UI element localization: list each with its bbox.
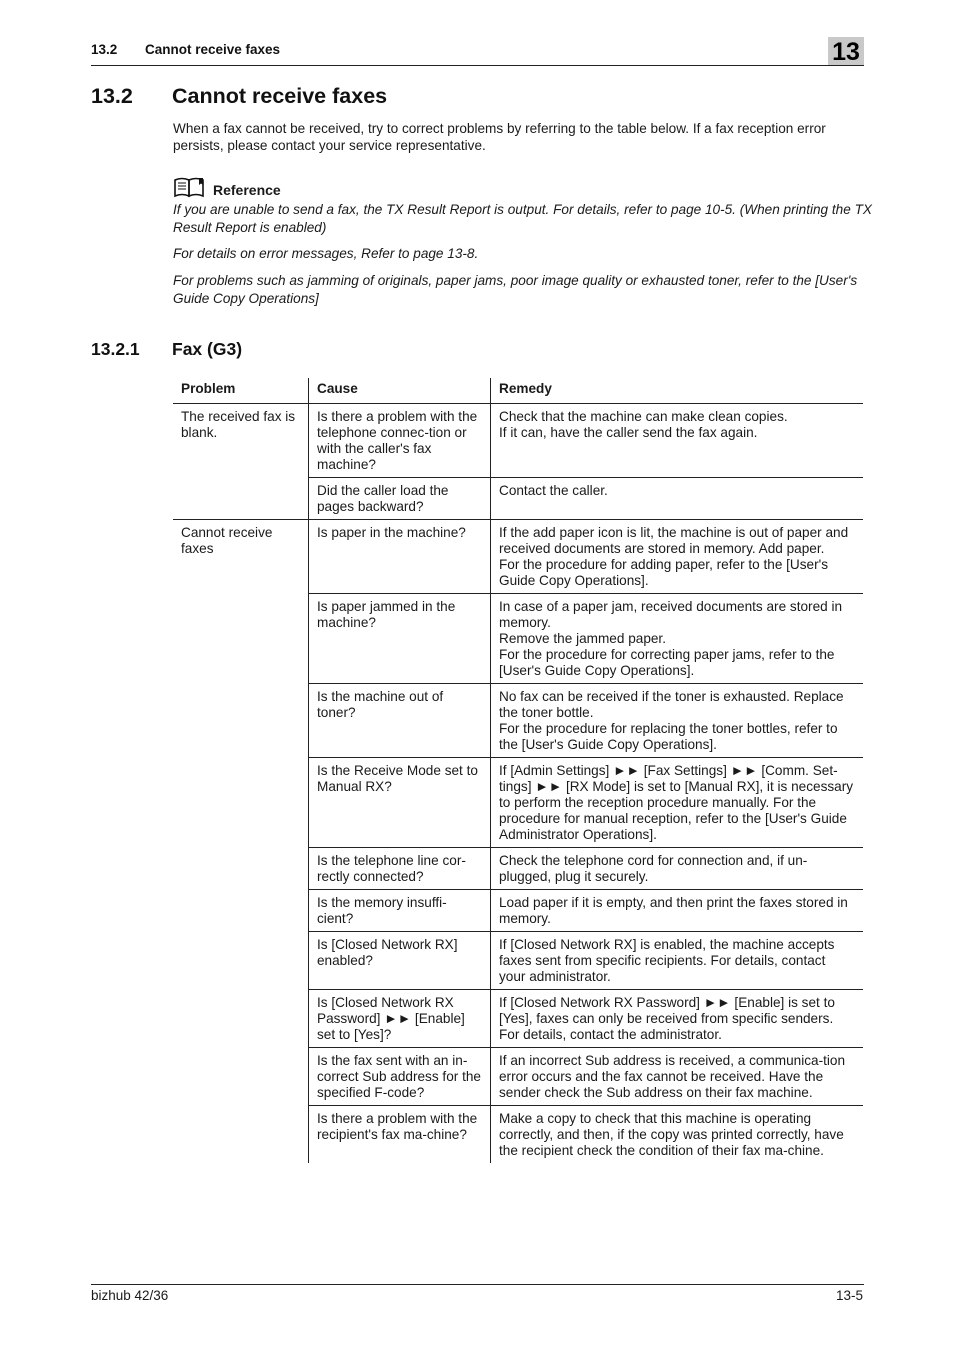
book-icon [173,176,207,198]
cell-remedy: If an incorrect Sub address is received, a communica-tion error occurs and the fax cannot be received. Have the sender check the Sub address on their fax machine. [491,1048,864,1106]
table-row [173,758,863,848]
cell-cause: Is the memory insuffi-cient? [309,890,491,932]
cell-cause: Is [Closed Network RX] enabled? [309,932,491,990]
cell-problem [173,594,309,684]
subsection-title: Fax (G3) [172,339,243,359]
table-row [173,932,863,990]
cell-cause: Is the machine out of toner? [309,684,491,758]
reference-note: For problems such as jamming of originals, paper jams, poor image quality or exhausted toner, refer to the [User's Guide Copy Operations] [173,273,858,306]
table-row [173,848,863,890]
cell-remedy: No fax can be received if the toner is exhausted. Replace the toner bottle. For the procedure for replacing the toner bottles, refer to the [User's Guide Copy Operations]. [491,684,864,758]
cell-remedy: If the add paper icon is lit, the machine is out of paper and received documents are stored in memory. Add paper. For the procedure for adding paper, refer to the [User's Guide Copy Operations]. [491,520,864,594]
reference-label: Reference [213,182,281,198]
column-header-problem: Problem [173,378,309,404]
column-header-remedy: Remedy [491,378,864,404]
cell-cause: Is the Receive Mode set to Manual RX? [309,758,491,848]
cell-problem [173,990,309,1048]
footer-page-number: 13-5 [835,1288,863,1303]
footer-product: bizhub 42/36 [91,1288,169,1303]
reference-note: For details on error messages, Refer to page 13-8. [173,246,479,261]
table-row [173,1106,863,1164]
table-row [173,684,863,758]
cell-cause: Is paper jammed in the machine? [309,594,491,684]
cell-problem [173,848,309,890]
cell-problem [173,1048,309,1106]
cell-remedy: Check the telephone cord for connection and, if un-plugged, plug it securely. [491,848,864,890]
cell-problem: Cannot receive faxes [173,520,309,594]
cell-remedy: Make a copy to check that this machine is operating correctly, and then, if the copy was printed correctly, have the recipient check the condition of their fax ma-chine. [491,1106,864,1164]
cell-problem [173,890,309,932]
cell-cause: Did the caller load the pages backward? [309,478,491,520]
cell-remedy: Contact the caller. [491,478,864,520]
table-row [173,478,863,520]
column-header-cause: Cause [309,378,491,404]
cell-cause: Is there a problem with the telephone connec-tion or with the caller's fax machine? [309,404,491,478]
cell-problem [173,684,309,758]
table-row [173,520,863,594]
cell-problem: The received fax is blank. [181,409,296,440]
subsection-heading [91,339,242,360]
cell-remedy: If [Closed Network RX Password] ►► [Enable] is set to [Yes], faxes can only be received from specific senders. For details, contact the administrator. [491,990,864,1048]
cell-cause: Is the fax sent with an in-correct Sub address for the specified F-code? [309,1048,491,1106]
table-row [173,594,863,684]
section-title: Cannot receive faxes [172,84,388,108]
table-body [173,404,863,1164]
running-header-title: Cannot receive faxes [145,42,281,57]
cell-cause: Is the telephone line cor-rectly connected? [309,848,491,890]
troubleshooting-table [173,378,863,1163]
table-row [173,404,863,478]
footer-rule [91,1284,864,1285]
chapter-badge: 13 [828,37,864,65]
table-row [173,990,863,1048]
cell-problem [173,478,309,520]
cell-remedy: If [Closed Network RX] is enabled, the machine accepts faxes sent from specific recipients. For details, contact your administrator. [491,932,864,990]
header-rule [91,65,864,66]
section-heading [91,84,387,109]
intro-paragraph: When a fax cannot be received, try to correct problems by referring to the table below. If a fax reception error persists, please contact your service representative. [173,121,826,153]
cell-problem [173,932,309,990]
cell-problem [173,758,309,848]
table-row [173,890,863,932]
cell-remedy: Check that the machine can make clean copies. If it can, have the caller send the fax again. [491,404,864,478]
cell-cause: Is paper in the machine? [309,520,491,594]
cell-problem [173,1106,309,1164]
running-header [91,42,280,57]
section-number: 13.2 [91,84,133,108]
cell-cause: Is [Closed Network RX Password] ►► [Enable] set to [Yes]? [309,990,491,1048]
cell-remedy: Load paper if it is empty, and then print the faxes stored in memory. [491,890,864,932]
table-row [173,1048,863,1106]
cell-cause: Is there a problem with the recipient's fax ma-chine? [309,1106,491,1164]
reference-note: If you are unable to send a fax, the TX Result Report is output. For details, refer to page 10-5. (When printing the TX Result Report is enabled) [173,202,872,235]
table-header-row [173,378,863,404]
subsection-number: 13.2.1 [91,339,140,359]
running-header-number: 13.2 [91,42,118,57]
cell-remedy: In case of a paper jam, received documents are stored in memory. Remove the jammed paper. For the procedure for correcting paper jams, refer to the [User's Guide Copy Operations]. [491,594,864,684]
cell-remedy: If [Admin Settings] ►► [Fax Settings] ►► [Comm. Set-tings] ►► [RX Mode] is set to [Manual RX], it is necessary to perform the reception procedure manually. For the procedure for manual reception, refer to the [User's Guide Administrator Operations]. [491,758,864,848]
